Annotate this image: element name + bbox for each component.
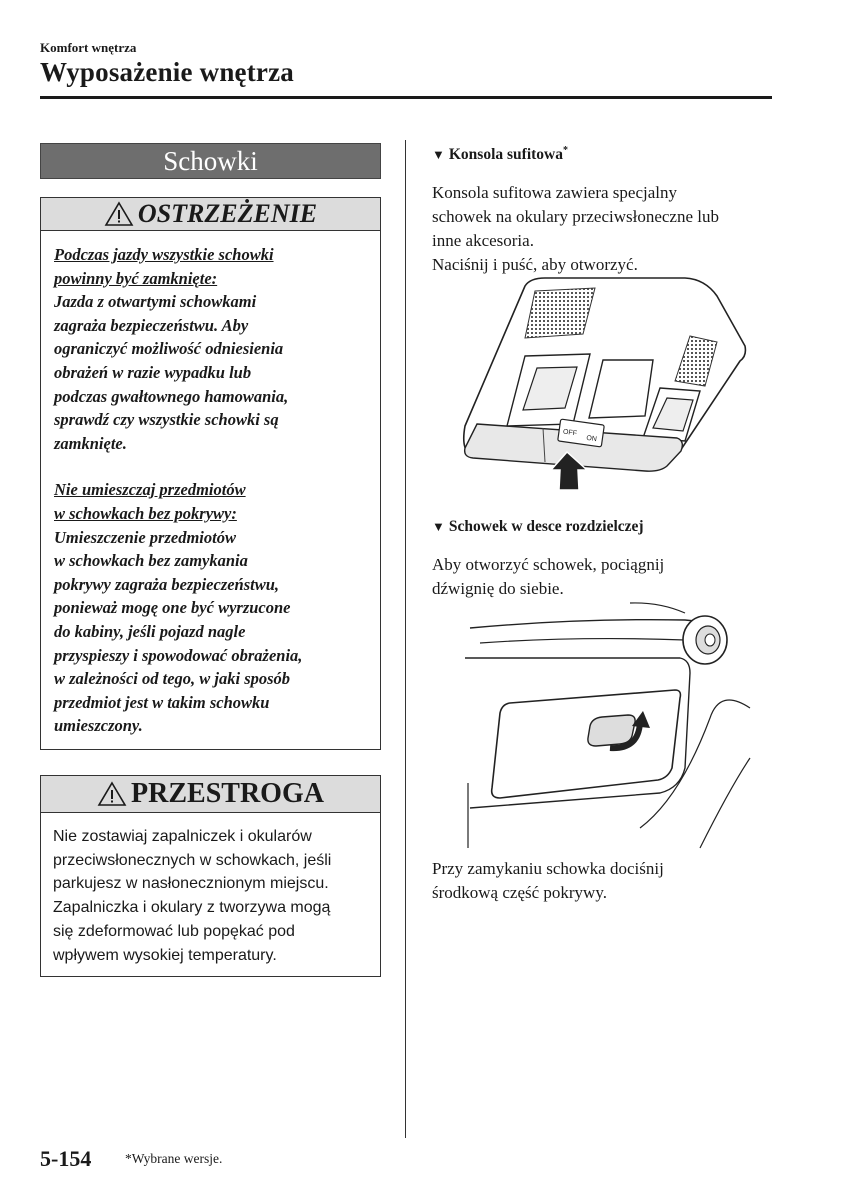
warning-line: Podczas jazdy wszystkie schowki xyxy=(54,245,274,264)
triangle-down-icon: ▼ xyxy=(432,519,445,534)
warning-line: Nie umieszczaj przedmiotów xyxy=(54,480,246,500)
caution-label: PRZESTROGA xyxy=(131,778,324,809)
warning-box xyxy=(40,197,381,750)
glovebox-closing-text xyxy=(432,857,772,905)
warning-label: OSTRZEŻENIE xyxy=(137,199,318,228)
overhead-console-illustration xyxy=(455,276,750,494)
console-text xyxy=(432,181,772,277)
glovebox-heading xyxy=(432,518,644,536)
page-number: 5-154 xyxy=(40,1146,92,1171)
text-line: Przy zamykaniu schowka dociśnij xyxy=(432,859,664,878)
warning-block1-body xyxy=(54,290,380,455)
warning-line: obrażeń w razie wypadku lub xyxy=(54,362,252,382)
warning-line: ponieważ mogę one być wyrzucone xyxy=(54,598,291,618)
caution-line: wpływem wysokiej temperatury. xyxy=(53,946,277,964)
warning-line: sprawdź czy wszystkie schowki są xyxy=(54,410,279,430)
warning-block2-heading xyxy=(54,478,380,525)
warning-line: pokrywy zagraża bezpieczeństwu, xyxy=(54,574,280,594)
caution-line: przeciwsłonecznych w schowkach, jeśli xyxy=(53,851,332,869)
switch-off-label: OFF xyxy=(562,428,578,438)
warning-block1-heading xyxy=(54,243,380,290)
text-line: schowek na okulary przeciwsłoneczne lub xyxy=(432,207,719,226)
caution-line: parkujesz w nasłonecznionym miejscu. xyxy=(53,875,329,893)
glovebox-text xyxy=(432,553,772,601)
column-divider xyxy=(405,140,406,1138)
warning-block2-body xyxy=(54,526,380,738)
breadcrumb: Komfort wnętrza xyxy=(40,40,137,55)
warning-line: w zależności od tego, w jaki sposób xyxy=(54,669,291,689)
triangle-down-icon: ▼ xyxy=(432,147,445,163)
section-title: Schowki xyxy=(40,143,381,179)
warning-line: w schowkach bez pokrywy: xyxy=(54,503,237,523)
glovebox-heading-text: Schowek w desce rozdzielczej xyxy=(448,518,644,535)
warning-body xyxy=(41,231,380,738)
warning-line: przyspieszy i spowodować obrażenia, xyxy=(54,645,303,665)
warning-line: umieszczony. xyxy=(54,716,143,736)
warning-line: podczas gwałtownego hamowania, xyxy=(54,386,289,406)
warning-line: przedmiot jest w takim schowku xyxy=(54,692,270,712)
text-line: inne akcesoria. xyxy=(432,231,534,250)
text-line: dźwignię do siebie. xyxy=(432,579,564,598)
warning-line: powinny być zamknięte: xyxy=(54,268,218,288)
warning-line: Jazda z otwartymi schowkami xyxy=(54,292,257,312)
optional-asterisk: * xyxy=(563,145,568,156)
title-divider xyxy=(40,96,772,99)
caution-line: Nie zostawiaj zapalniczek i okularów xyxy=(53,828,312,845)
caution-line: się zdeformować lub popękać pod xyxy=(53,922,295,940)
warning-line: zamknięte. xyxy=(54,433,127,453)
warning-line: Umieszczenie przedmiotów xyxy=(54,527,236,547)
text-line: środkową część pokrywy. xyxy=(432,883,607,902)
warning-line: w schowkach bez zamykania xyxy=(54,551,248,571)
text-line: Konsola sufitowa zawiera specjalny xyxy=(432,183,677,202)
text-line: Naciśnij i puść, aby otworzyć. xyxy=(432,255,638,274)
switch-on-label: ON xyxy=(585,434,598,444)
caution-body xyxy=(41,813,380,967)
glovebox-illustration xyxy=(460,598,760,850)
console-heading-text: Konsola sufitowa xyxy=(448,146,563,164)
text-line: Aby otworzyć schowek, pociągnij xyxy=(432,555,665,574)
warning-line: do kabiny, jeśli pojazd nagle xyxy=(54,621,246,641)
warning-triangle-icon xyxy=(104,201,134,227)
caution-header xyxy=(41,776,380,813)
footer-note: *Wybrane wersje. xyxy=(125,1151,223,1166)
page-title: Wyposażenie wnętrza xyxy=(40,57,294,87)
caution-box xyxy=(40,775,381,977)
warning-header xyxy=(41,198,380,231)
caution-line: Zapalniczka i okulary z tworzywa mogą xyxy=(53,899,331,917)
warning-line: ograniczyć możliwość odniesienia xyxy=(54,339,284,359)
warning-triangle-icon xyxy=(97,781,127,807)
console-heading xyxy=(432,145,568,164)
warning-line: zagraża bezpieczeństwu. Aby xyxy=(54,315,249,335)
